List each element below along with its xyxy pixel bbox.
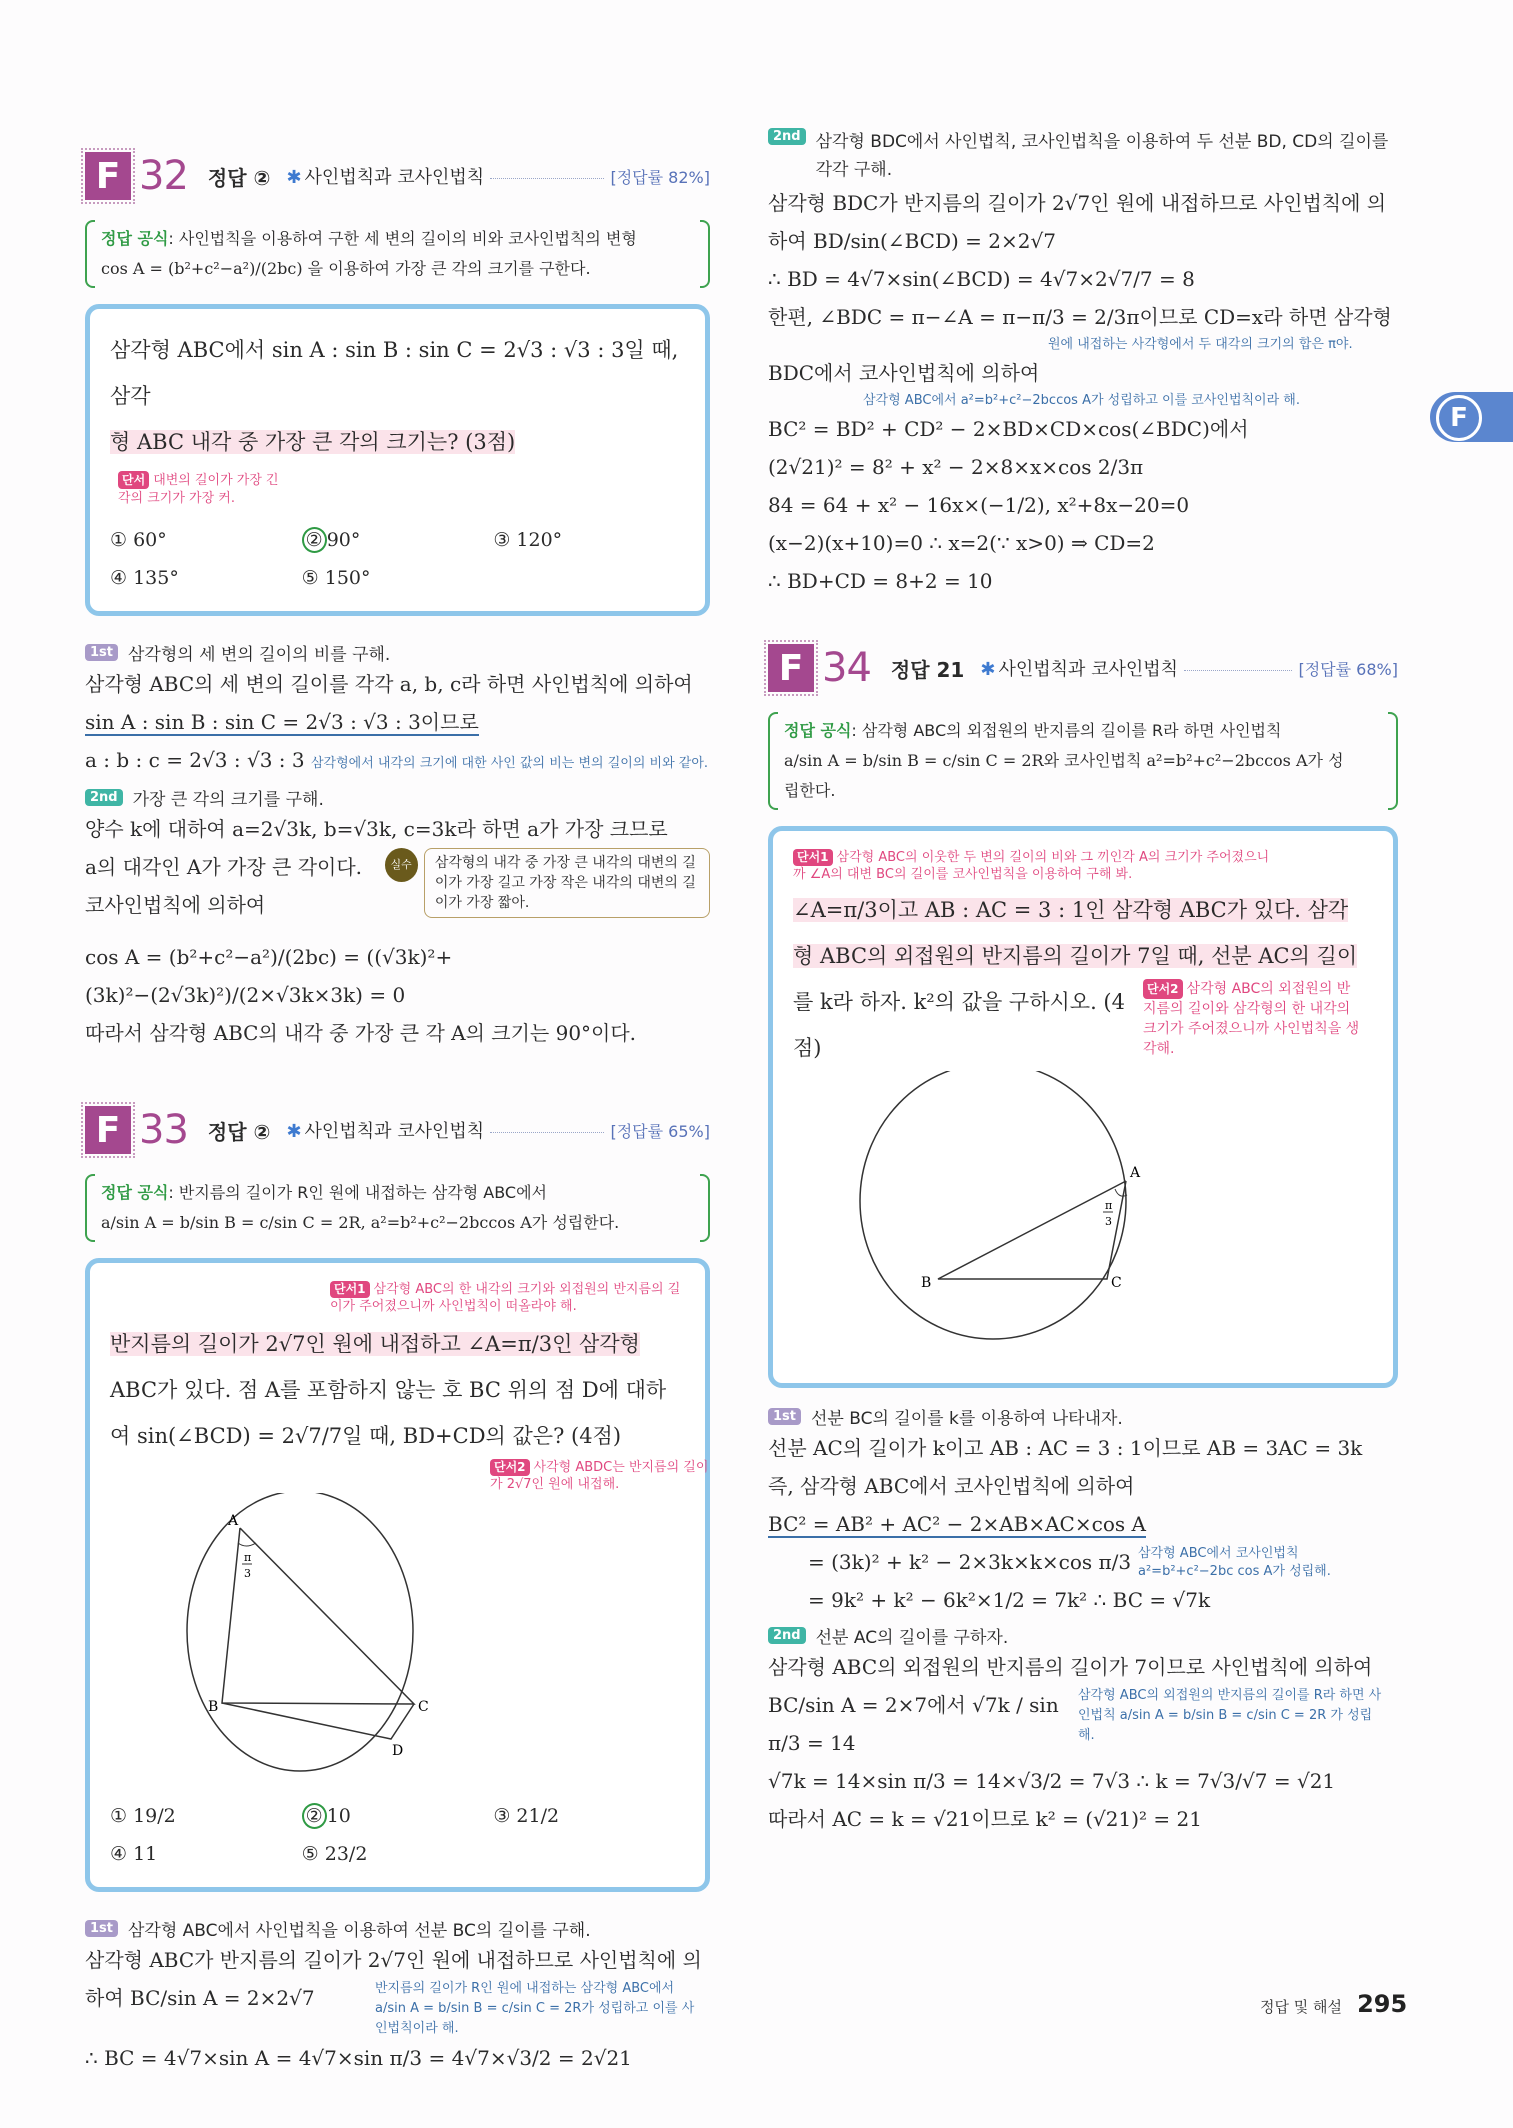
solution-text: 선분 AC의 길이가 k이고 AB : AC = 3 : 1이므로 AB = 3AC = 3k 즉, 삼각형 ABC에서 코사인법칙에 의하여 BC² = AB² + AC² − 2×AB×AC×cos A = (3k)² + k² − 2×3k×k×cos π/3 삼각형 ABC에서 코사인법칙 a²=b²+c²−2bc cos A가 성립해. = 9k² + k² − 6k²×1/2 = 7k² ∴ BC = √7k (768, 1429, 1398, 1619)
leader-dots (490, 1132, 604, 1133)
question-line: 삼각형 ABC에서 sin A : sin B : sin C = 2√3 : √3 : 3일 때, 삼각 (110, 338, 679, 408)
page-number: 295 (1357, 1990, 1408, 2018)
left-column (85, 148, 710, 2077)
leader-dots (1184, 670, 1292, 671)
svg-text:3: 3 (244, 1567, 251, 1580)
hint-note-1: 단서1 삼각형 ABC의 이웃한 두 변의 길이의 비와 그 끼인각 A의 크기가 주어졌으니까 ∠A의 대변 BC의 길이를 코사인법칙을 이용하여 구해 봐. (793, 850, 1270, 882)
side-note: 삼각형 ABC의 외접원의 반지름의 길이를 R라 하면 사인법칙 a/sin A = b/sin B = c/sin C = 2R 가 성립해. (1078, 1688, 1382, 1743)
step-tag: 2nd (85, 789, 123, 806)
problem-number: 32 (139, 153, 188, 199)
choice-2-selected[interactable]: ② 90° (302, 525, 494, 555)
side-note: 삼각형에서 내각의 크기에 대한 사인 값의 비는 변의 길이의 비와 같아. (310, 756, 709, 771)
solution-text: 삼각형 ABC가 반지름의 길이가 2√7인 원에 내접하므로 사인법칙에 의 하여 BC/sin A = 2×2√7 반지름의 길이가 R인 원에 내접하는 삼각형 ABC에서 a/sin A = b/sin B = c/sin C = 2R가 성립하고 이를 사인법칙이라 해. ∴ BC = 4√7×sin A = 4√7×sin π/3 = 4√7×√3/2 = 2√21 (85, 1948, 702, 2070)
problem-header (85, 148, 710, 204)
formula-label: 정답 공식 (101, 229, 169, 248)
step-2nd: 2nd 선분 AC의 길이를 구하자. (768, 1623, 1398, 1648)
svg-text:B: B (921, 1275, 932, 1291)
leader-dots (490, 178, 604, 179)
question-line-highlight: ∠A=π/3이고 AB : AC = 3 : 1인 삼각형 ABC가 있다. 삼각 (793, 898, 1349, 922)
question-line: 여 sin(∠BCD) = 2√7/7일 때, BD+CD의 값은? (4점) (110, 1424, 622, 1448)
chapter-letter-icon: F (1436, 395, 1482, 441)
svg-text:A: A (1130, 1165, 1141, 1181)
problem-number: 34 (822, 645, 871, 691)
question-box (85, 304, 710, 616)
step-1st: 1st 삼각형 ABC에서 사인법칙을 이용하여 선분 BC의 길이를 구해. (85, 1916, 710, 1941)
topic-label: ✱ 사인법칙과 코사인법칙 (980, 659, 1179, 680)
section-badge: F (768, 644, 814, 692)
choice-4[interactable]: ④ 11 (110, 1843, 158, 1865)
problem-number: 33 (139, 1107, 188, 1153)
question-box (85, 1258, 710, 1892)
step-2nd: 2nd 가장 큰 각의 크기를 구해. (85, 785, 710, 810)
mistake-icon: 실수 (385, 848, 418, 882)
svg-text:C: C (418, 1699, 429, 1715)
choices (110, 1801, 685, 1869)
choice-1[interactable]: ① 19/2 (110, 1805, 176, 1827)
section-badge: F (85, 152, 131, 200)
accuracy-rate: [정답률 82%] (610, 167, 710, 187)
accuracy-rate: [정답률 68%] (1298, 659, 1398, 679)
choice-3[interactable]: ③ 120° (493, 529, 563, 551)
formula-line: cos A = (b²+c²−a²)/(2bc) 을 이용하여 가장 큰 각의 크기를 구한다. (101, 259, 591, 278)
side-note: 반지름의 길이가 R인 원에 내접하는 삼각형 ABC에서 a/sin A = b/sin B = c/sin C = 2R가 성립하고 이를 사인법칙이라 해. (375, 1981, 695, 2036)
answer-label: 정답 ② (207, 1119, 271, 1144)
svg-text:D: D (392, 1743, 404, 1759)
problem-header (768, 640, 1398, 696)
choice-3[interactable]: ③ 21/2 (493, 1805, 560, 1827)
answer-formula-box: 정답 공식: 반지름의 길이가 R인 원에 내접하는 삼각형 ABC에서 a/sin A = b/sin B = c/sin C = 2R, a²=b²+c²−2bccos A가 성립한다. (85, 1172, 710, 1244)
circle-figure (793, 1071, 1373, 1361)
choices (110, 525, 685, 593)
choice-5[interactable]: ⑤ 23/2 (301, 1843, 368, 1865)
topic-label: ✱ 사인법칙과 코사인법칙 (286, 1121, 485, 1142)
asterisk-icon: ✱ (286, 1121, 302, 1142)
footer-label: 정답 및 해설 (1260, 1998, 1342, 2016)
hint-note-1: 단서1 삼각형 ABC의 한 내각의 크기와 외접원의 반지름의 길이가 주어졌으니까 사인법칙이 떠올라야 해. (330, 1282, 681, 1314)
accuracy-rate: [정답률 65%] (610, 1121, 710, 1141)
section-badge: F (85, 1106, 131, 1154)
answer-label: 정답 21 (890, 657, 965, 682)
asterisk-icon: ✱ (286, 167, 302, 188)
step-1st: 1st 삼각형의 세 변의 길이의 비를 구해. (85, 640, 710, 665)
svg-text:C: C (1111, 1275, 1122, 1291)
step-2nd: 2nd 삼각형 BDC에서 사인법칙, 코사인법칙을 이용하여 두 선분 BD, CD의 길이를 각각 구해. (768, 128, 1398, 184)
answer-label: 정답 ② (207, 165, 271, 190)
choice-1[interactable]: ① 60° (110, 529, 167, 551)
choice-5[interactable]: ⑤ 150° (301, 567, 371, 589)
answer-formula-box: 정답 공식: 삼각형 ABC의 외접원의 반지름의 길이를 R라 하면 사인법칙 a/sin A = b/sin B = c/sin C = 2R와 코사인법칙 a²=b²+c²−2bccos A가 성 립한다. (768, 710, 1398, 812)
asterisk-icon: ✱ (980, 659, 996, 680)
question-line-highlight: 반지름의 길이가 2√7인 원에 내접하고 ∠A=π/3인 삼각형 (110, 1332, 640, 1356)
svg-text:B: B (208, 1699, 219, 1715)
question-line: ABC가 있다. 점 A를 포함하지 않는 호 BC 위의 점 D에 대하 (110, 1378, 667, 1402)
topic-label: ✱ 사인법칙과 코사인법칙 (286, 167, 485, 188)
problem-f34: F 34 정답 21 ✱ 사인법칙과 코사인법칙 [정답률 68%] 정답 공식: 삼각형 ABC의 외접원의 반지름의 길이를 R라 하면 사인법칙 a/sin A = b/sin B = c/sin C = 2R와 코사인법칙 a²=b²+c²−2bccos A가 성 립한다. 단서1 삼각형 ABC의 이웃한 두 변의 길이의 비와 그 끼인각 A의 크기가 주어졌으니까 ∠A의 대변 BC의 길이를 코사인법칙을 이용하여 구해 봐. ∠A=π/3이고 AB : AC = 3 : 1인 삼각형 ABC가 있다. 삼각 형 ABC의 외접원의 반지름의 길이가 7일 때, 선분 AC의 길이 를 k라 하자. k²의 값을 구하시오. (4점) 단서2 삼각형 ABC의 외접원의 반지름의 길이와 삼각형의 한 내각의 크기가 주어졌으니까 사인법칙을 생각해. A B C π 3 1st 선분 BC의 길이를 k를 이용하여 나타내자. 선분 AC의 길이가 k이고 AB : AC = 3 : 1이므로 AB = 3AC = 3k 즉, 삼각형 ABC에서 코사인법칙에 의하여 BC² = AB² + AC² − 2×AB×AC×cos A = (3k)² + k² − 2×3k×k×cos π/3 삼각형 ABC에서 코사인법칙 a²=b²+c²−2bc cos A가 성립해. = 9k² + k² − 6k²×1/2 = 7k² ∴ BC = √7k 2nd 선분 AC의 길이를 구하자. 삼각형 ABC의 외접원의 반지름의 길이가 7이므로 사인법칙에 의하여 BC/sin A = 2×7에서 √7k / sin π/3 = 14 삼각형 ABC의 외접원의 반지름의 길이를 R라 하면 사인법칙 a/sin A = b/sin B = c/sin C = 2R 가 성립해. √7k = 14×sin π/3 = 14×√3/2 = 7√3 ∴ k = 7√3/√7 = √21 따라서 AC = k = √21이므로 k² = (√21)² = 21 (768, 640, 1398, 1838)
right-column (768, 128, 1398, 1838)
mistake-callout: 삼각형의 내각 중 가장 큰 내각의 대변의 길이가 가장 길고 가장 작은 내각의 대변의 길이가 가장 짧아. (424, 848, 710, 918)
problem-f32: F 32 정답 ② ✱ 사인법칙과 코사인법칙 [정답률 82%] 정답 공식: 사인법칙을 이용하여 구한 세 변의 길이의 비와 코사인법칙의 변형 cos A = (b²+c²−a²)/(2bc) 을 이용하여 가장 큰 각의 크기를 구한다. 삼각형 ABC에서 sin A : sin B : sin C = 2√3 : √3 : 3일 때, 삼각 형 ABC 내각 중 가장 큰 각의 크기는? (3점) 단서 대변의 길이가 가장 긴 각의 크기가 가장 커. ① 60° ② 90° ③ 120° ④ 135° ⑤ 150° 1st 삼각형의 세 변의 길이의 비를 구해. 삼각형 ABC의 세 변의 길이를 각각 a, b, c라 하면 사인법칙에 의하여 sin A : sin B : sin C = 2√3 : √3 : 3이므로 a : b : c = 2√3 : √3 : 3 삼각형에서 내각의 크기에 대한 사인 값의 비는 변의 길이의 비와 같아. 2nd 가장 큰 각의 크기를 구해. 양수 k에 대하여 a=2√3k, b=√3k, c=3k라 하면 a가 가장 크므로 a의 대각인 A가 가장 큰 각이다. 코사인법칙에 의하여 실수 삼각형의 내각 중 가장 큰 내각의 대변의 길이가 가장 길고 가장 작은 내각의 대변의 길이가 가장 짧아. cos A = (b²+c²−a²)/(2bc) = ((√3k)²+(3k)²−(2√3k)²)/(2×√3k×3k) = 0 따라서 삼각형 ABC의 내각 중 가장 큰 각 A의 크기는 90°이다. (85, 148, 710, 1052)
question-line-highlight: 형 ABC 내각 중 가장 큰 각의 크기는? (3점) (110, 430, 516, 454)
question-box (768, 826, 1398, 1388)
chapter-side-tab[interactable] (1430, 392, 1513, 442)
svg-text:3: 3 (1105, 1215, 1112, 1228)
solution-text-continued: 삼각형 BDC가 반지름의 길이가 2√7인 원에 내접하므로 사인법칙에 의 하여 BD/sin(∠BCD) = 2×2√7 ∴ BD = 4√7×sin(∠BCD) = 4√7×2√7/7 = 8 한편, ∠BDC = π−∠A = π−π/3 = 2/3π이므로 CD=x라 하면 삼각형 원에 내접하는 사각형에서 두 대각의 크기의 합은 π야. BDC에서 코사인법칙에 의하여 삼각형 ABC에서 a²=b²+c²−2bccos A가 성립하고 이를 코사인법칙이라 해. BC² = BD² + CD² − 2×BD×CD×cos(∠BDC)에서 (2√21)² = 8² + x² − 2×8×x×cos 2/3π 84 = 64 + x² − 16x×(−1/2), x²+8x−20=0 (x−2)(x+10)=0 ∴ x=2(∵ x>0) ⇒ CD=2 ∴ BD+CD = 8+2 = 10 (768, 191, 1392, 593)
svg-text:π: π (1105, 1199, 1113, 1212)
solution-text: 삼각형 ABC의 세 변의 길이를 각각 a, b, c라 하면 사인법칙에 의하여 sin A : sin B : sin C = 2√3 : √3 : 3이므로 a : b : c = 2√3 : √3 : 3 삼각형에서 내각의 크기에 대한 사인 값의 비는 변의 길이의 비와 같아. (85, 672, 709, 772)
svg-text:A: A (228, 1513, 239, 1529)
page-footer (1260, 1990, 1407, 2018)
choice-4[interactable]: ④ 135° (110, 567, 179, 589)
choice-2-selected[interactable]: ② 10 (302, 1801, 494, 1831)
hint-note-2: 단서2 사각형 ABDC는 반지름의 길이가 2√7인 원에 내접해. (490, 1460, 709, 1492)
problem-header (85, 1102, 710, 1158)
hint-note: 단서 대변의 길이가 가장 긴 각의 크기가 가장 커. (118, 473, 279, 506)
circle-figure (110, 1493, 690, 1783)
step-1st: 1st 선분 BC의 길이를 k를 이용하여 나타내자. (768, 1404, 1398, 1429)
hint-note-2: 단서2 삼각형 ABC의 외접원의 반지름의 길이와 삼각형의 한 내각의 크기가 주어졌으니까 사인법칙을 생각해. (1143, 981, 1360, 1057)
side-note: 삼각형 ABC에서 코사인법칙 a²=b²+c²−2bc cos A가 성립해. (1138, 1546, 1331, 1579)
answer-formula-box: 정답 공식: 사인법칙을 이용하여 구한 세 변의 길이의 비와 코사인법칙의 변형 cos A = (b²+c²−a²)/(2bc) 을 이용하여 가장 큰 각의 크기를 구한다. (85, 218, 710, 290)
question-line: 를 k라 하자. k²의 값을 구하시오. (4점) (793, 990, 1125, 1060)
problem-f33 (85, 1102, 710, 2077)
step-tag: 1st (85, 644, 118, 661)
question-line-highlight: 형 ABC의 외접원의 반지름의 길이가 7일 때, 선분 AC의 길이 (793, 944, 1358, 968)
svg-text:π: π (244, 1551, 252, 1564)
